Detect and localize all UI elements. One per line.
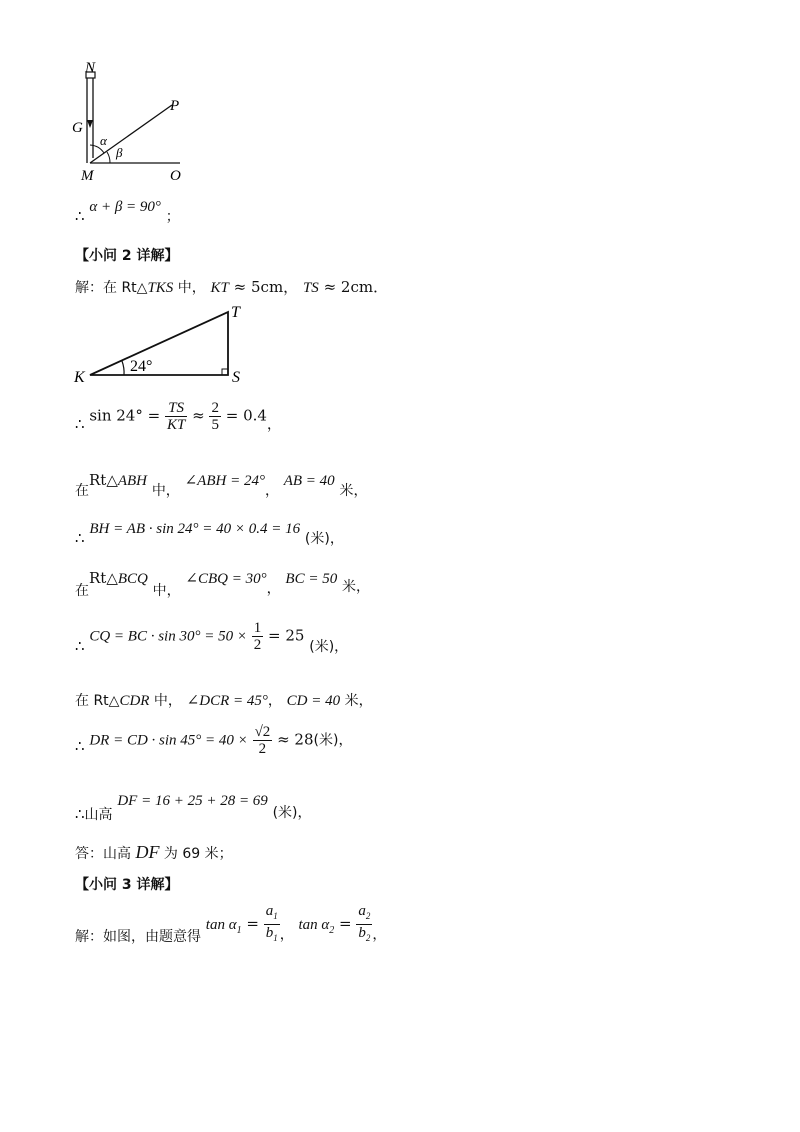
section3-header: 【小问 3 详解】 <box>75 877 179 893</box>
cdr-pre: 在 Rt△ <box>75 693 120 709</box>
bcq-mid: 中， <box>152 583 181 599</box>
sol3-end: ， <box>372 926 387 943</box>
angle-arc <box>122 361 124 375</box>
abh-mid: 中， <box>151 483 180 499</box>
df-pre: 山高 <box>84 807 113 823</box>
answer-pre: 答：山高 <box>75 846 136 862</box>
fraction-numerator: TS <box>165 400 187 417</box>
sol3-sep: ， <box>279 926 294 943</box>
abh-unit: 米， <box>339 483 368 499</box>
equation: α + β = 90° <box>89 199 161 215</box>
line-cq <box>75 620 348 653</box>
sol2-ts: TS <box>302 280 319 296</box>
fraction-numerator <box>264 903 280 925</box>
tan-alpha2 <box>298 916 335 936</box>
sol2-prefix: 解：在 Rt△ <box>75 280 148 296</box>
fraction-a2-b2 <box>356 903 372 946</box>
fraction-denominator: 5 <box>211 417 219 433</box>
sol3-pre: 解：如图，由题意得 <box>75 928 201 945</box>
tan-alpha1 <box>205 916 242 936</box>
approx-symbol: ≈ <box>192 406 205 425</box>
a2-sub: 2 <box>365 911 371 921</box>
fraction-denominator <box>356 925 372 946</box>
label-k: K <box>74 369 85 386</box>
fraction-1-2 <box>252 620 264 653</box>
fraction-ts-kt <box>165 400 187 433</box>
answer-df: DF <box>135 842 160 862</box>
cdr-mid: 中， <box>149 693 182 709</box>
label-g: G <box>72 120 83 136</box>
cq-unit: (米)， <box>309 638 349 655</box>
dr-rhs: ≈ 28 <box>277 730 314 749</box>
bh-unit: (米)， <box>304 531 344 547</box>
a1-sub: 1 <box>273 911 278 921</box>
fraction-numerator: 2 <box>211 400 219 416</box>
cdr-triangle: CDR <box>119 693 150 709</box>
tan-alpha1-label: tan α <box>205 916 237 933</box>
dr-equation: DR = CD · sin 45° = 40 × <box>89 732 248 749</box>
label-alpha: α <box>100 133 107 148</box>
b2-sub: 2 <box>365 933 371 943</box>
a1: a <box>265 903 274 919</box>
b1: b <box>265 925 274 941</box>
sol2-ts-value: ≈ 2cm． <box>318 278 389 296</box>
label-o: O <box>170 168 181 184</box>
fraction-denominator: KT <box>166 417 186 433</box>
sol2-kt-value: ≈ 5cm， <box>228 278 299 296</box>
tan-alpha1-sub: 1 <box>236 924 242 936</box>
tan-alpha2-sub: 2 <box>329 924 335 936</box>
df-unit: (米)， <box>272 805 312 821</box>
b1-sub: 1 <box>273 933 278 943</box>
therefore-symbol: ∴ <box>75 207 85 225</box>
line-bcq <box>75 568 370 599</box>
label-p: P <box>170 98 180 114</box>
a2: a <box>358 903 366 919</box>
triangle-tks <box>90 312 228 375</box>
line-dr <box>75 724 352 757</box>
bcq-angle: ∠CBQ = 30° <box>185 571 267 587</box>
fraction-denominator: 2 <box>253 637 262 653</box>
label-t: T <box>231 304 240 321</box>
sin24-lhs: sin 24° = <box>89 406 161 425</box>
bh-equation: BH = AB · sin 24° = 40 × 0.4 = 16 <box>89 521 301 537</box>
line-sol2 <box>75 276 388 297</box>
label-n: N <box>85 60 96 76</box>
line-bh <box>75 518 344 547</box>
bcq-bc: BC = 50 <box>285 571 338 587</box>
line-sin24 <box>75 400 281 433</box>
abh-rt: Rt△ <box>89 471 118 489</box>
line-alpha-beta <box>75 196 180 225</box>
line-abh <box>75 470 368 499</box>
abh-sep: ， <box>264 483 279 499</box>
arc-beta <box>107 152 110 163</box>
cdr-unit: 米， <box>340 693 373 709</box>
therefore-symbol: ∴ <box>75 736 85 755</box>
bcq-pre: 在 <box>75 583 89 599</box>
abh-angle: ∠ABH = 24° <box>184 473 265 489</box>
fraction-numerator: 1 <box>253 620 262 636</box>
punctuation: ； <box>165 209 180 225</box>
label-m: M <box>81 168 94 184</box>
figure-triangle-tks <box>70 300 255 390</box>
therefore-symbol: ∴ <box>75 529 85 547</box>
line-cdr <box>75 690 373 710</box>
fraction-2-5 <box>209 400 221 433</box>
label-angle-24: 24° <box>130 358 153 375</box>
figure-compass-angle <box>60 58 200 184</box>
punctuation: ， <box>266 416 281 433</box>
b2: b <box>358 925 366 941</box>
fraction-a1-b1 <box>264 903 280 946</box>
eq2: = <box>334 914 352 933</box>
cdr-sep: ， <box>267 693 282 709</box>
fraction-sqrt2-2 <box>253 724 273 757</box>
line-sol3 <box>75 903 386 946</box>
fraction-denominator: 2 <box>258 741 267 757</box>
sin24-rhs: = 0.4 <box>225 406 267 425</box>
answer-post: 为 69 米； <box>159 846 233 862</box>
fraction-denominator <box>264 925 280 946</box>
arrow-down-icon <box>87 120 93 128</box>
tan-alpha2-label: tan α <box>298 916 330 933</box>
bcq-rt: Rt△ <box>89 569 118 587</box>
dr-unit: (米)， <box>313 732 353 749</box>
abh-triangle: ABH <box>117 473 148 489</box>
abh-pre: 在 <box>75 483 89 499</box>
line-df <box>75 790 312 823</box>
sol2-triangle: TKS <box>147 280 174 296</box>
label-beta: β <box>116 145 123 160</box>
cq-rhs: = 25 <box>268 626 305 645</box>
abh-ab: AB = 40 <box>283 473 335 489</box>
df-equation: DF = 16 + 25 + 28 = 69 <box>117 793 268 809</box>
cq-equation: CQ = BC · sin 30° = 50 × <box>89 628 247 645</box>
line-answer <box>75 842 233 863</box>
sol2-kt: KT <box>210 280 229 296</box>
fraction-numerator <box>356 903 372 925</box>
fraction-numerator: √2 <box>254 724 271 740</box>
therefore-symbol: ∴ <box>75 414 85 433</box>
cdr-cd: CD = 40 <box>286 693 341 709</box>
therefore-symbol: ∴ <box>75 805 85 823</box>
label-s: S <box>232 369 240 386</box>
cdr-angle: ∠DCR = 45° <box>186 693 268 709</box>
eq1: = <box>241 914 259 933</box>
sol2-mid: 中， <box>173 280 206 296</box>
therefore-symbol: ∴ <box>75 636 85 655</box>
bcq-sep: ， <box>266 581 281 597</box>
section2-header: 【小问 2 详解】 <box>75 248 179 264</box>
bcq-triangle: BCQ <box>117 571 148 587</box>
bcq-unit: 米， <box>341 579 370 595</box>
